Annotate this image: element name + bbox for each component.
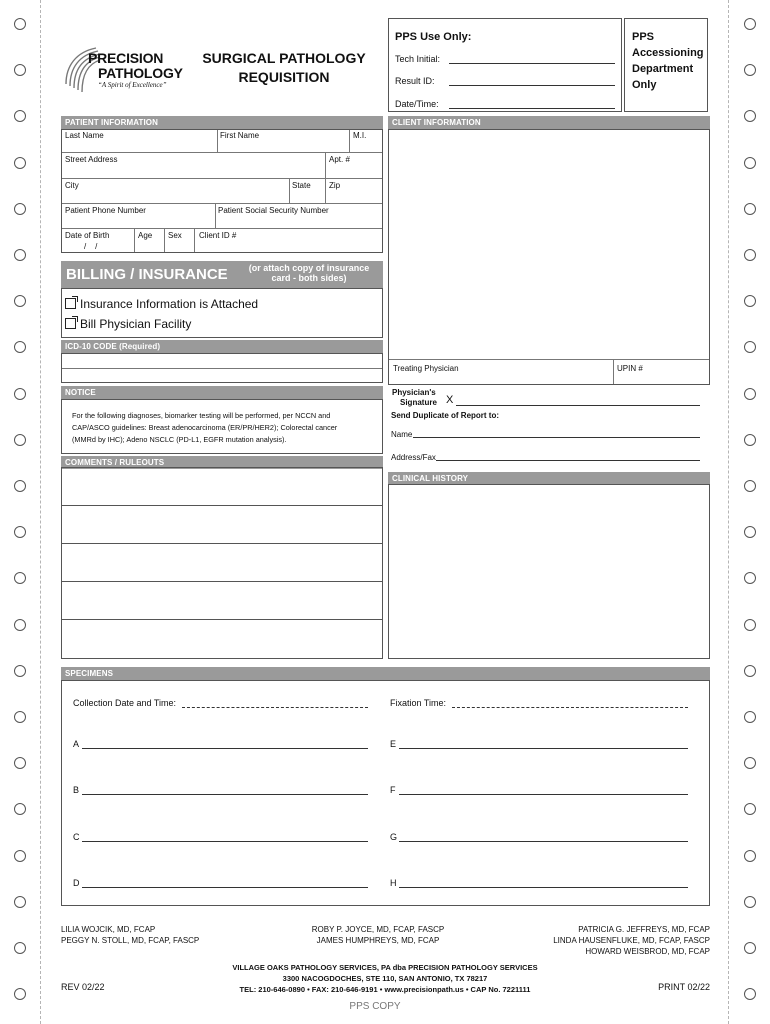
feed-hole [14,64,26,76]
form-title-line1: SURGICAL PATHOLOGY [202,50,366,66]
feed-hole [744,203,756,215]
feed-hole [14,803,26,815]
specimen-left-2-field[interactable] [82,832,368,842]
billing-header [61,261,383,288]
specimen-left-3-field[interactable] [82,878,368,888]
client-info-header: CLIENT INFORMATION [388,116,710,129]
fixation-time-label: Fixation Time: [390,698,447,708]
feed-hole [744,341,756,353]
specimen-right-2-label: G [390,832,398,842]
print-date-label: PRINT 02/22 [658,982,710,992]
right-perforation [728,0,729,1024]
feed-hole [744,64,756,76]
fixation-time-field[interactable] [452,698,688,708]
specimen-left-3-label: D [73,878,80,888]
physician-signature-field[interactable] [456,396,700,406]
feed-hole [14,18,26,30]
patient-ssn-label: Patient Social Security Number [218,206,329,215]
doctors-left: LILIA WOJCIK, MD, FCAP PEGGY N. STOLL, MD, FCAP, FASCP [61,925,200,945]
bill-physician-checkbox[interactable] [65,318,76,329]
feed-hole [744,388,756,400]
mi-label: M.I. [353,131,367,140]
pps-accessioning-box [624,18,708,112]
specimen-right-3-field[interactable] [399,878,688,888]
feed-hole [14,757,26,769]
feed-hole [744,110,756,122]
feed-hole [744,295,756,307]
specimen-right-0-field[interactable] [399,739,688,749]
dob-label: Date of Birth [65,231,110,240]
specimen-left-0-field[interactable] [82,739,368,749]
collection-date-time-field[interactable] [182,698,368,708]
company-contact: TEL: 210-646-0890 • FAX: 210-646-9191 • www.precisionpath.us • CAP No. 7221111 [239,985,531,994]
street-address-label: Street Address [65,155,118,164]
feed-hole [744,249,756,261]
company-name: VILLAGE OAKS PATHOLOGY SERVICES, PA dba PRECISION PATHOLOGY SERVICES [232,963,538,972]
tech-initial-field[interactable] [449,55,615,64]
feed-hole [14,295,26,307]
feed-hole [744,803,756,815]
feed-hole [14,619,26,631]
client-id-label: Client ID # [199,231,237,240]
feed-hole [14,157,26,169]
billing-title: BILLING / INSURANCE [66,266,228,283]
pps-accessioning-text: PPS Accessioning Department Only [632,31,704,91]
result-id-field[interactable] [449,77,615,86]
feed-hole [14,480,26,492]
doctors-right: PATRICIA G. JEFFREYS, MD, FCAP LINDA HAUSENFLUKE, MD, FCAP, FASCP HOWARD WEISBROD, MD, FCAP [553,925,710,956]
pps-use-heading: PPS Use Only: [395,31,472,43]
pps-use-only-box [388,18,622,112]
feed-hole [14,942,26,954]
feed-hole [744,526,756,538]
client-info-box[interactable] [388,129,710,385]
feed-hole [744,18,756,30]
specimen-right-2-field[interactable] [399,832,688,842]
comments-box[interactable] [61,467,383,659]
logo-text-line2: PATHOLOGY [98,65,183,81]
billing-options-box [61,288,383,338]
date-time-label: Date/Time: [395,99,439,109]
revision-label: REV 02/22 [61,982,105,992]
feed-hole [744,572,756,584]
feed-hole [744,665,756,677]
patient-info-box [61,129,383,253]
duplicate-name-label: Name [391,430,413,439]
zip-label: Zip [329,181,341,190]
signature-x-mark: X [446,394,454,406]
feed-hole [14,110,26,122]
feed-hole [744,619,756,631]
bill-physician-label: Bill Physician Facility [80,317,192,331]
treating-physician-label: Treating Physician [393,364,459,373]
feed-hole [744,434,756,446]
specimen-left-0-label: A [73,739,80,749]
physician-signature-label: Physician's Signature [392,388,437,407]
feed-hole [744,757,756,769]
patient-info-header: PATIENT INFORMATION [61,116,383,129]
insurance-attached-checkbox[interactable] [65,298,76,309]
specimen-right-1-field[interactable] [399,785,688,795]
form-title [190,50,378,85]
state-label: State [292,181,311,190]
specimen-right-1-label: F [390,785,396,795]
feed-hole [744,480,756,492]
insurance-attached-label: Insurance Information is Attached [80,297,259,311]
icd-header: ICD-10 CODE (Required) [61,340,383,353]
feed-hole [14,341,26,353]
feed-hole [14,434,26,446]
feed-hole [14,526,26,538]
notice-text: For the following diagnoses, biomarker testing will be performed, per NCCN and CAP/ASCO guidelines: Breast adenocarcinoma (ER/PR/HER2); Colorectal cancer (MMRd by IHC); Adeno NSCLC (PD-L1, EGFR mutation analysis). [72,411,338,444]
feed-hole [744,896,756,908]
duplicate-address-fax-field[interactable] [436,451,700,461]
company-footer [150,962,620,995]
feed-hole [744,850,756,862]
specimen-left-2-label: C [73,832,80,842]
sex-label: Sex [168,231,182,240]
clinical-history-box[interactable] [388,484,710,659]
clinical-history-header: CLINICAL HISTORY [388,472,710,485]
feed-hole [744,157,756,169]
specimens-box [61,680,710,906]
collection-date-time-label: Collection Date and Time: [73,698,177,708]
company-address: 3300 NACOGDOCHES, STE 110, SAN ANTONIO, TX 78217 [282,974,488,983]
apt-label: Apt. # [329,155,350,164]
date-time-field[interactable] [449,100,615,109]
doctors-center: ROBY P. JOYCE, MD, FCAP, FASCP JAMES HUMPHREYS, MD, FCAP [311,925,445,945]
feed-hole [14,896,26,908]
comments-header: COMMENTS / RULEOUTS [61,456,383,469]
notice-header: NOTICE [61,386,383,399]
last-name-label: Last Name [65,131,104,140]
form-title-line2: REQUISITION [238,69,330,85]
logo-swoosh-icon [62,40,102,96]
duplicate-address-fax-label: Address/Fax [391,453,436,462]
specimens-header: SPECIMENS [61,667,710,680]
specimen-right-0-label: E [390,739,397,749]
feed-hole [14,850,26,862]
dob-slashes: / / [84,242,98,251]
feed-hole [14,249,26,261]
age-label: Age [138,231,153,240]
feed-hole [14,572,26,584]
feed-hole [14,711,26,723]
duplicate-report-heading: Send Duplicate of Report to: [391,411,499,420]
specimen-left-1-label: B [73,785,80,795]
duplicate-name-field[interactable] [413,428,700,438]
feed-hole [14,203,26,215]
specimen-right-3-label: H [390,878,397,888]
patient-phone-label: Patient Phone Number [65,206,146,215]
specimen-left-1-field[interactable] [82,785,368,795]
precision-pathology-logo [62,40,187,100]
result-id-label: Result ID: [395,76,435,86]
left-perforation [40,0,41,1024]
billing-note: (or attach copy of insurance card - both sides) [248,263,370,283]
logo-tagline: “A Spirit of Excellence” [98,81,167,89]
first-name-label: First Name [220,131,260,140]
upin-label: UPIN # [617,364,643,373]
bill-physician-option[interactable] [65,317,191,331]
insurance-attached-option[interactable] [65,297,258,311]
logo-text-line1: PRECISION [88,50,164,66]
icd-code-box[interactable] [61,353,383,383]
city-label: City [65,181,79,190]
feed-hole [14,388,26,400]
feed-hole [14,665,26,677]
feed-hole [744,988,756,1000]
copy-label: PPS COPY [349,1001,401,1012]
tech-initial-label: Tech Initial: [395,54,441,64]
notice-box [61,399,383,454]
feed-hole [744,942,756,954]
feed-hole [744,711,756,723]
feed-hole [14,988,26,1000]
